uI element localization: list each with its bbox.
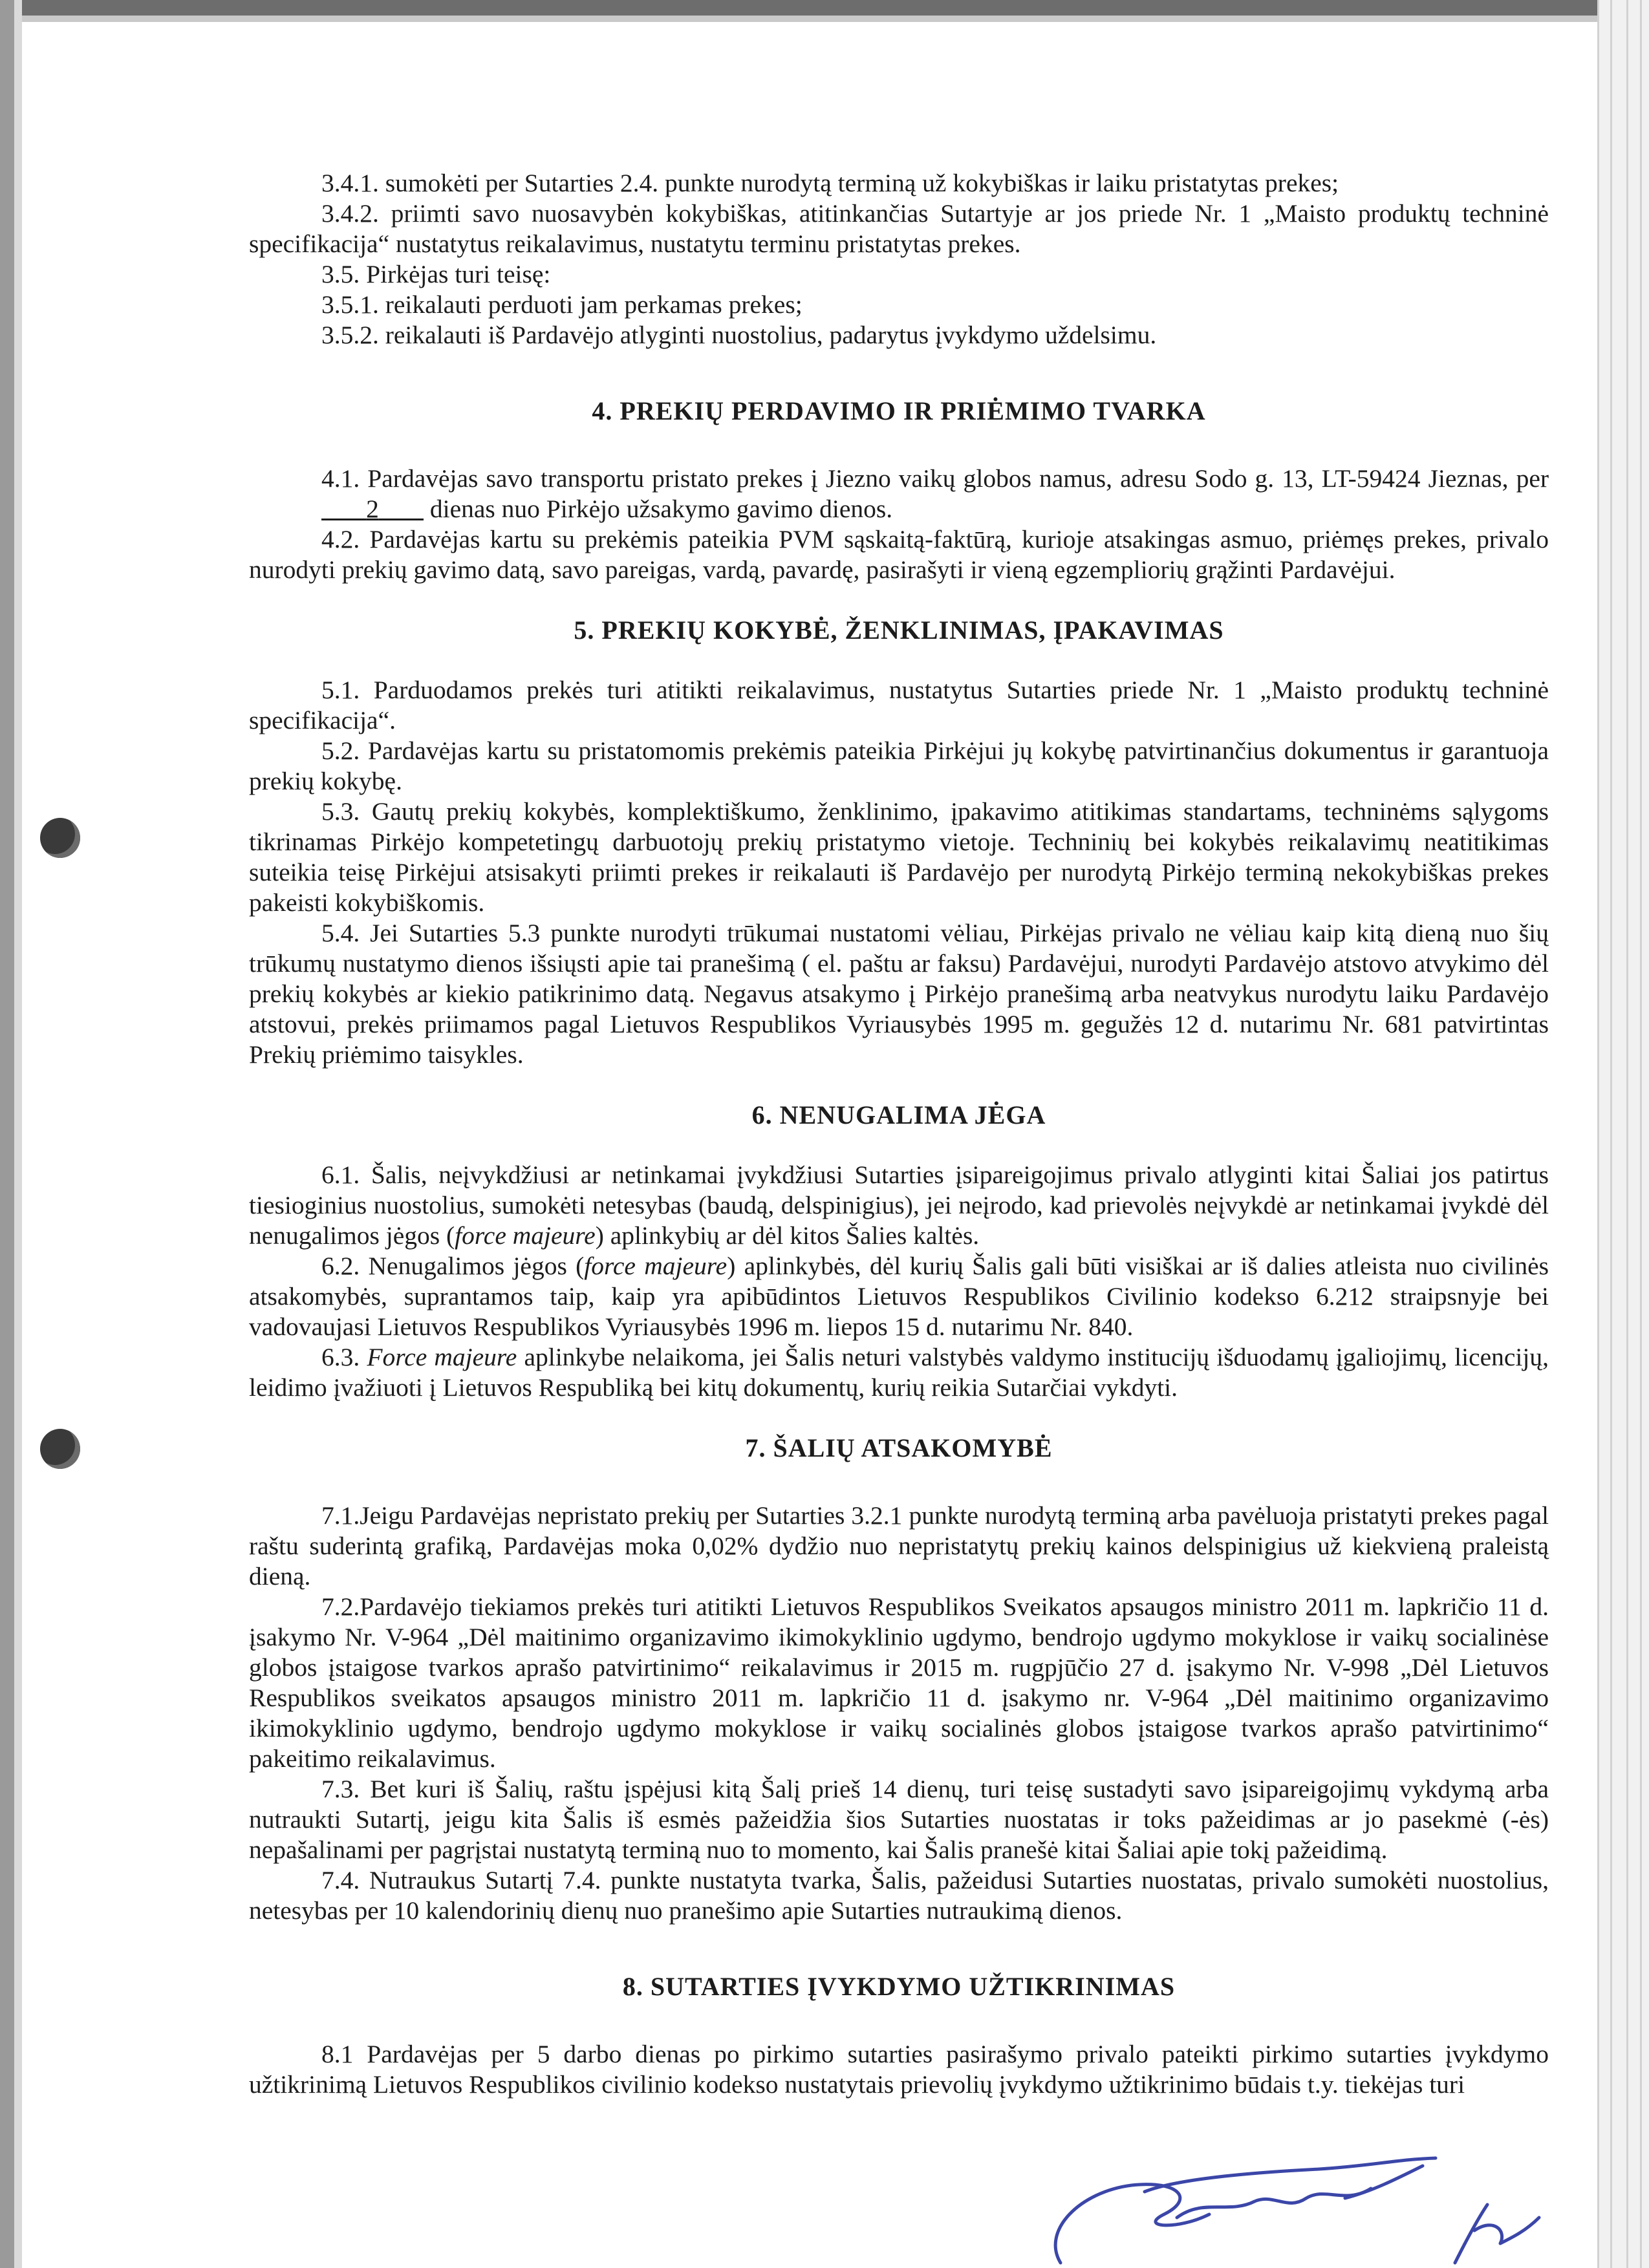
delivery-days-blank <box>249 494 424 524</box>
clause-4-1-text: 4.1. Pardavėjas savo transportu pristato prekes į Jiezno vaikų globos namus, adresu Sodo g. 13, LT-59424 Jieznas, per <box>321 464 1549 493</box>
scan-right-line <box>1610 0 1612 2268</box>
scan-top-edge <box>0 0 1649 16</box>
clause-6-3-number: 6.3. <box>321 1343 360 1371</box>
document-body <box>249 168 1549 2100</box>
clause-6-2 <box>249 1251 1549 1342</box>
clause-8-1: 8.1 Pardavėjas per 5 darbo dienas po pirkimo sutarties pasirašymo privalo pateikti pirkimo sutarties įvykdymo užtikrinimą Lietuvos Respublikos civilinio kodekso nustatytais prievolių įvykdymo užtikrinimo būdais t.y. tiekėjas turi <box>249 2040 1549 2099</box>
scan-right-line <box>1597 0 1599 2268</box>
clause-4-1 <box>249 464 1549 524</box>
clause-3-5-1: 3.5.1. reikalauti perduoti jam perkamas prekes; <box>321 290 803 319</box>
clause-5-1: 5.1. Parduodamos prekės turi atitikti reikalavimus, nustatytus Sutarties priede Nr. 1 „Maisto produktų techninė specifikacija“. <box>249 676 1549 734</box>
punch-hole <box>40 818 80 858</box>
section-heading-7: 7. ŠALIŲ ATSAKOMYBĖ <box>745 1433 1053 1462</box>
signature-stroke <box>1177 2188 1371 2218</box>
delivery-days-value: 2 <box>366 495 379 523</box>
handwritten-signature <box>983 2153 1552 2268</box>
scan-top-edge-fade <box>0 16 1649 22</box>
clause-7-4: 7.4. Nutraukus Sutartį 7.4. punkte nustatyta tvarka, Šalis, pažeidusi Sutarties nuostatas, privalo sumokėti nuostolius, netesybas per 10 kalendorinių dienų nuo pranešimo apie Sutarties nutraukimą dienos. <box>249 1866 1549 1925</box>
force-majeure-term: Force majeure <box>367 1343 517 1371</box>
section-heading-5: 5. PREKIŲ KOKYBĖ, ŽENKLINIMAS, ĮPAKAVIMAS <box>574 615 1224 645</box>
clause-3-5-2: 3.5.2. reikalauti iš Pardavėjo atlyginti nuostolius, padarytus įvykdymo uždelsimu. <box>321 321 1157 349</box>
clause-4-1-text-end: dienas nuo Pirkėjo užsakymo gavimo dienos. <box>429 495 893 523</box>
clause-5-3: 5.3. Gautų prekių kokybės, komplektiškumo, ženklinimo, įpakavimo atitikimas standartams, techninėms sąlygoms tikrinamas Pirkėjo kompetetingų darbuotojų prekių pristatymo vietoje. Techninių bei kokybės reikalavimų neatitikimas suteikia teisę Pirkėjui atsisakyti priimti prekes ir reikalauti iš Pardavėjo per nurodytą Pirkėjo terminą nekokybiškas prekes pakeisti kokybiškomis. <box>249 797 1549 917</box>
force-majeure-term: force majeure <box>455 1221 596 1250</box>
clause-3-5: 3.5. Pirkėjas turi teisę: <box>321 260 551 288</box>
clause-6-2-text-end: ) aplinkybės, dėl kurių Šalis gali būti visiškai ar iš dalies atleista nuo civilinės atsakomybės, suprantamos taip, kaip yra apibūdintos Lietuvos Respublikos Civilinio kodekso 6.212 straipsnyje bei vadovaujasi Lietuvos Respublikos Vyriausybės 1996 m. liepos 15 d. nutarimu Nr. 840. <box>249 1252 1549 1341</box>
scan-right-line <box>1640 0 1642 2268</box>
clause-7-1: 7.1.Jeigu Pardavėjas nepristato prekių per Sutarties 3.2.1 punkte nurodytą terminą arba pavėluoja pristatyti prekes pagal raštu suderintą grafiką, Pardavėjas moka 0,02% dydžio nuo nepristatytų prekių kainos delspinigius už kiekvieną praleistą dieną. <box>249 1501 1549 1590</box>
clause-7-2: 7.2.Pardavėjo tiekiamos prekės turi atitikti Lietuvos Respublikos Sveikatos apsaugos ministro 2011 m. lapkričio 11 d. įsakymo Nr. V-964 „Dėl maitinimo organizavimo ikimokyklinio ugdymo, bendrojo ugdymo mokyklose ir vaikų socialinėse globos įstaigose tvarkos aprašo patvirtinimo“ reikalavimus ir 2015 m. rugpjūčio 27 d. įsakymo Nr. V-998 „Dėl Lietuvos Respublikos sveikatos apsaugos ministro 2011 m. lapkričio 11 d. įsakymo nr. V-964 „Dėl maitinimo organizavimo ikimokyklinio ugdymo, bendrojo ugdymo mokyklose ir vaikų socialinės globos įstaigose tvarkos aprašo patvirtinimo“ pakeitimo reikalavimus. <box>249 1592 1549 1773</box>
clause-5-4: 5.4. Jei Sutarties 5.3 punkte nurodyti trūkumai nustatomi vėliau, Pirkėjas privalo ne vėliau kaip kitą dieną nuo šių trūkumų nustatymo dienos išsiųsti apie tai pranešimą ( el. paštu ar faksu) Pardavėjui, nurodyti Pardavėjo atstovo atvykimo dėl prekių kokybės ar kiekio patikrinimo datą. Negavus atsakymo į Pirkėjo pranešimą arba neatvykus nurodytu laiku Pardavėjo atstovui, prekės priimamos pagal Lietuvos Respublikos Vyriausybės 1995 m. gegužės 12 d. nutarimu Nr. 681 patvirtintas Prekių priėmimo taisykles. <box>249 919 1549 1069</box>
scan-right-line <box>1626 0 1628 2268</box>
clause-7-3: 7.3. Bet kuri iš Šalių, raštu įspėjusi kitą Šalį prieš 14 dienų, turi teisę sustadyti savo įsipareigojimų vykdymą arba nutraukti Sutartį, jeigu kita Šalis iš esmės pažeidžia šios Sutarties nuostatas ir toks pažeidimas ar jo pasekmė (-ės) nepašalinami per pagrįstai nustatytą terminą nuo to momento, kai Šalis pranešė kitai Šaliai apie tokį pažeidimą. <box>249 1775 1549 1864</box>
punch-hole <box>40 1429 80 1469</box>
section-heading-8: 8. SUTARTIES ĮVYKDYMO UŽTIKRINIMAS <box>622 1972 1176 2001</box>
force-majeure-term: force majeure <box>584 1252 727 1280</box>
clause-6-3-text: aplinkybe nelaikoma, jei Šalis neturi valstybės valdymo institucijų išduodamų įgaliojimų, licencijų, leidimo įvažiuoti į Lietuvos Respubliką bei kitų dokumentų, kurių reikia Sutarčiai vykdyti. <box>249 1343 1549 1402</box>
scan-left-edge <box>0 0 14 2268</box>
clause-6-3 <box>249 1342 1549 1403</box>
section-heading-6: 6. NENUGALIMA JĖGA <box>751 1100 1046 1129</box>
scan-left-edge-fade <box>14 0 22 2268</box>
clause-6-1 <box>249 1160 1549 1251</box>
clause-6-1-text-end: ) aplinkybių ar dėl kitos Šalies kaltės. <box>595 1221 980 1250</box>
clause-3-4-1: 3.4.1. sumokėti per Sutarties 2.4. punkte nurodytą terminą už kokybiškas ir laiku pristatytas prekes; <box>321 169 1339 197</box>
signature-stroke <box>1455 2205 1539 2263</box>
clause-5-2: 5.2. Pardavėjas kartu su pristatomomis prekėmis pateikia Pirkėjui jų kokybę patvirtinančius dokumentus ir garantuoja prekių kokybę. <box>249 736 1549 795</box>
clause-3-4-2: 3.4.2. priimti savo nuosavybėn kokybiškas, atitinkančias Sutartyje ar jos priede Nr. 1 „Maisto produktų techninė specifikacija“ nustatytus reikalavimus, nustatytu terminu pristatytas prekes. <box>249 199 1549 258</box>
clause-6-2-text: 6.2. Nenugalimos jėgos ( <box>321 1252 585 1280</box>
section-heading-4: 4. PREKIŲ PERDAVIMO IR PRIĖMIMO TVARKA <box>592 396 1206 425</box>
signature-stroke <box>1345 2166 1423 2198</box>
signature-stroke <box>1055 2185 1209 2263</box>
clause-6-1-text: 6.1. Šalis, neįvykdžiusi ar netinkamai įvykdžiusi Sutarties įsipareigojimus privalo atlyginti kitai Šaliai jos patirtus tiesioginius nuostolius, sumokėti netesybas (baudą, delspinigius), jei neįrodo, kad prievolės neįvykdė ar netinkamai įvykdė dėl nenugalimos jėgos ( <box>249 1161 1549 1250</box>
clause-4-2: 4.2. Pardavėjas kartu su prekėmis pateikia PVM sąskaitą-faktūrą, kurioje atsakingas asmuo, priėmęs prekes, privalo nurodyti prekių gavimo datą, savo pareigas, vardą, pavardę, pasirašyti ir vieną egzempliorių grąžinti Pardavėjui. <box>249 525 1549 584</box>
signature-stroke <box>1145 2158 1436 2192</box>
